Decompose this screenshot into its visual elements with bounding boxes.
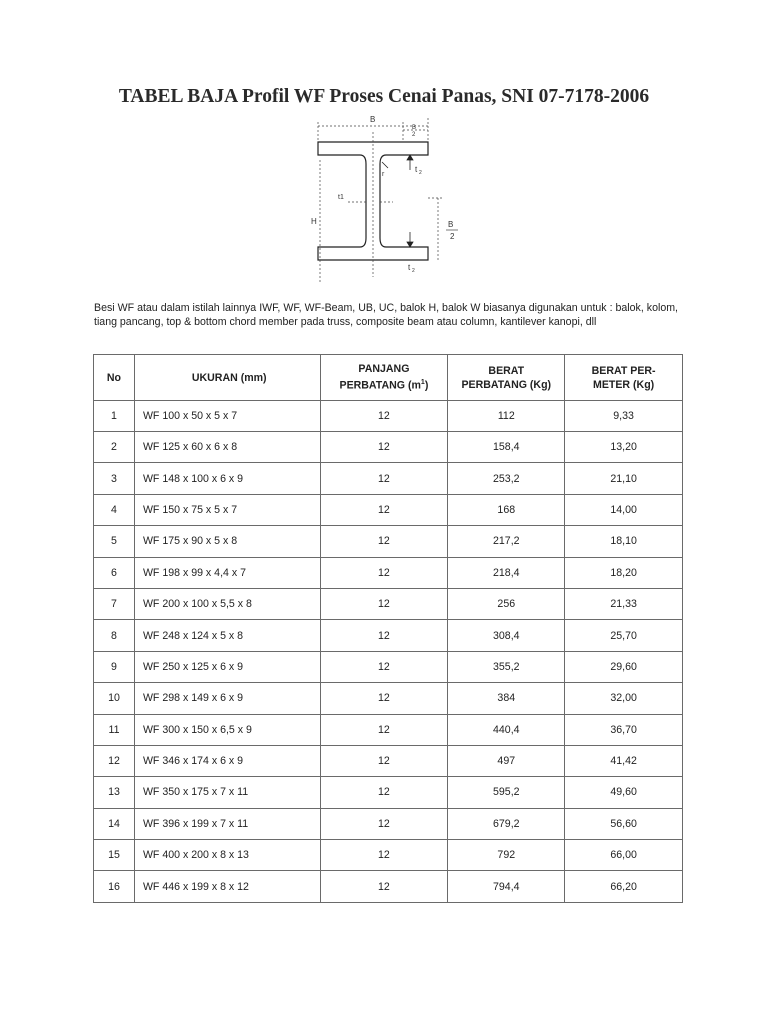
cell-panjang: 12 — [320, 494, 448, 525]
cell-per-meter: 9,33 — [565, 401, 683, 432]
header-per-meter-line2: METER (Kg) — [593, 378, 655, 391]
cell-per-meter: 66,00 — [565, 840, 683, 871]
cell-berat: 595,2 — [448, 777, 565, 808]
cell-panjang: 12 — [320, 745, 448, 776]
wf-profile-diagram — [298, 112, 468, 290]
cell-per-meter: 18,10 — [565, 526, 683, 557]
cell-per-meter: 32,00 — [565, 683, 683, 714]
cell-berat: 218,4 — [448, 557, 565, 588]
cell-per-meter: 18,20 — [565, 557, 683, 588]
cell-no: 14 — [94, 808, 135, 839]
cell-panjang: 12 — [320, 777, 448, 808]
cell-no: 12 — [94, 745, 135, 776]
cell-per-meter: 21,33 — [565, 588, 683, 619]
cell-ukuran: WF 346 x 174 x 6 x 9 — [134, 745, 320, 776]
table-row — [94, 494, 683, 525]
cell-berat: 256 — [448, 588, 565, 619]
cell-berat: 168 — [448, 494, 565, 525]
cell-per-meter: 49,60 — [565, 777, 683, 808]
table-row — [94, 401, 683, 432]
page-title: TABEL BAJA Profil WF Proses Cenai Panas, SNI 07-7178-2006 — [118, 86, 650, 107]
label-h: H — [311, 217, 317, 226]
cell-no: 13 — [94, 777, 135, 808]
header-per-meter — [565, 355, 683, 401]
header-ukuran: UKURAN (mm) — [134, 355, 320, 401]
table-row — [94, 526, 683, 557]
cell-no: 5 — [94, 526, 135, 557]
cell-panjang: 12 — [320, 557, 448, 588]
header-panjang — [320, 355, 448, 401]
label-t2-top: t — [415, 165, 418, 174]
cell-ukuran: WF 400 x 200 x 8 x 13 — [134, 840, 320, 871]
cell-ukuran: WF 248 x 124 x 5 x 8 — [134, 620, 320, 651]
label-t2-bottom: t — [408, 263, 411, 272]
label-b: B — [370, 115, 376, 124]
header-per-meter-line1: BERAT PER- — [591, 364, 656, 377]
cell-panjang: 12 — [320, 871, 448, 902]
cell-berat: 792 — [448, 840, 565, 871]
cell-berat: 253,2 — [448, 463, 565, 494]
cell-per-meter: 66,20 — [565, 871, 683, 902]
table-row — [94, 557, 683, 588]
cell-berat: 679,2 — [448, 808, 565, 839]
cell-panjang: 12 — [320, 683, 448, 714]
cell-berat: 308,4 — [448, 620, 565, 651]
cell-no: 2 — [94, 432, 135, 463]
label-b2-den: 2 — [450, 232, 455, 241]
cell-no: 3 — [94, 463, 135, 494]
steel-table — [93, 354, 683, 903]
cell-no: 8 — [94, 620, 135, 651]
cell-ukuran: WF 446 x 199 x 8 x 12 — [134, 871, 320, 902]
cell-ukuran: WF 100 x 50 x 5 x 7 — [134, 401, 320, 432]
cell-ukuran: WF 148 x 100 x 6 x 9 — [134, 463, 320, 494]
table-row — [94, 840, 683, 871]
cell-panjang: 12 — [320, 840, 448, 871]
cell-berat: 217,2 — [448, 526, 565, 557]
cell-panjang: 12 — [320, 463, 448, 494]
header-berat-line2: PERBATANG (Kg) — [461, 378, 552, 391]
label-b-half-den: 2 — [412, 132, 416, 138]
cell-panjang: 12 — [320, 651, 448, 682]
cell-ukuran: WF 200 x 100 x 5,5 x 8 — [134, 588, 320, 619]
cell-panjang: 12 — [320, 808, 448, 839]
cell-per-meter: 14,00 — [565, 494, 683, 525]
cell-per-meter: 25,70 — [565, 620, 683, 651]
cell-berat: 794,4 — [448, 871, 565, 902]
cell-berat: 112 — [448, 401, 565, 432]
cell-no: 1 — [94, 401, 135, 432]
header-panjang-sup: 1 — [420, 379, 425, 387]
cell-ukuran: WF 250 x 125 x 6 x 9 — [134, 651, 320, 682]
cell-panjang: 12 — [320, 620, 448, 651]
header-berat-line1: BERAT — [488, 364, 525, 377]
cell-berat: 158,4 — [448, 432, 565, 463]
cell-no: 6 — [94, 557, 135, 588]
label-r: r — [382, 171, 385, 178]
cell-berat: 355,2 — [448, 651, 565, 682]
table-row — [94, 714, 683, 745]
label-t2-bottom-sub: 2 — [412, 268, 415, 274]
cell-panjang: 12 — [320, 432, 448, 463]
cell-ukuran: WF 198 x 99 x 4,4 x 7 — [134, 557, 320, 588]
cell-berat: 497 — [448, 745, 565, 776]
cell-no: 9 — [94, 651, 135, 682]
cell-per-meter: 36,70 — [565, 714, 683, 745]
table-row — [94, 808, 683, 839]
cell-berat: 440,4 — [448, 714, 565, 745]
header-berat — [448, 355, 565, 401]
label-t2-top-sub: 2 — [419, 170, 422, 176]
table-row — [94, 777, 683, 808]
label-b2-num: B — [448, 220, 454, 229]
cell-panjang: 12 — [320, 588, 448, 619]
table-row — [94, 745, 683, 776]
label-b-half-num: B — [412, 125, 417, 131]
cell-per-meter: 21,10 — [565, 463, 683, 494]
table-row — [94, 683, 683, 714]
header-no: No — [94, 355, 135, 401]
cell-no: 4 — [94, 494, 135, 525]
cell-ukuran: WF 350 x 175 x 7 x 11 — [134, 777, 320, 808]
cell-per-meter: 41,42 — [565, 745, 683, 776]
table-header-row — [94, 355, 683, 401]
label-t1: t1 — [338, 194, 344, 201]
cell-no: 10 — [94, 683, 135, 714]
table-row — [94, 588, 683, 619]
cell-ukuran: WF 175 x 90 x 5 x 8 — [134, 526, 320, 557]
cell-per-meter: 56,60 — [565, 808, 683, 839]
cell-no: 7 — [94, 588, 135, 619]
header-panjang-line1: PANJANG — [358, 363, 410, 376]
table-row — [94, 432, 683, 463]
cell-no: 11 — [94, 714, 135, 745]
table-row — [94, 871, 683, 902]
table-row — [94, 620, 683, 651]
cell-no: 16 — [94, 871, 135, 902]
cell-ukuran: WF 150 x 75 x 5 x 7 — [134, 494, 320, 525]
cell-panjang: 12 — [320, 401, 448, 432]
header-panjang-line2: PERBATANG (m — [339, 379, 421, 392]
table-row — [94, 463, 683, 494]
cell-ukuran: WF 300 x 150 x 6,5 x 9 — [134, 714, 320, 745]
cell-panjang: 12 — [320, 526, 448, 557]
cell-per-meter: 13,20 — [565, 432, 683, 463]
cell-ukuran: WF 125 x 60 x 6 x 8 — [134, 432, 320, 463]
cell-ukuran: WF 396 x 199 x 7 x 11 — [134, 808, 320, 839]
cell-berat: 384 — [448, 683, 565, 714]
intro-paragraph: Besi WF atau dalam istilah lainnya IWF, WF, WF-Beam, UB, UC, balok H, balok W biasanya digunakan untuk : balok, kolom, tiang pancang, top & bottom chord member pada truss, composite beam atau column, kantilever kanopi, dll — [94, 302, 678, 328]
cell-panjang: 12 — [320, 714, 448, 745]
table-row — [94, 651, 683, 682]
header-panjang-close: ) — [424, 379, 429, 392]
cell-no: 15 — [94, 840, 135, 871]
cell-per-meter: 29,60 — [565, 651, 683, 682]
table-body — [94, 401, 683, 903]
cell-ukuran: WF 298 x 149 x 6 x 9 — [134, 683, 320, 714]
